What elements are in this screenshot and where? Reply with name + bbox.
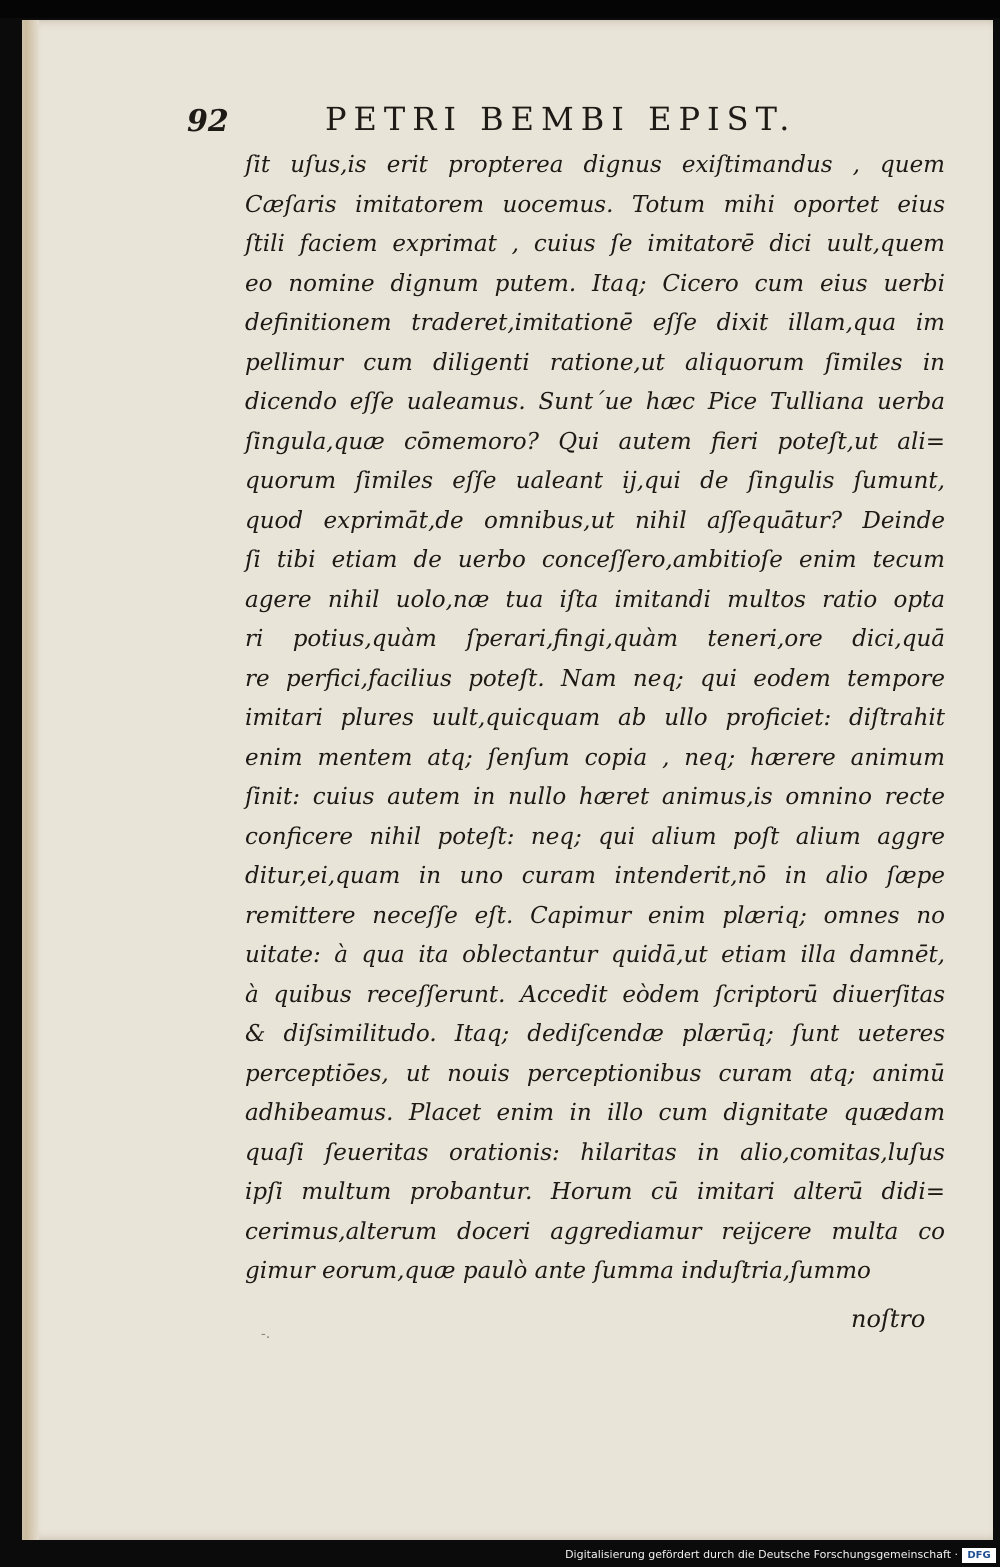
text-line: enim mentem atq; ſenſum copia , neq; hærere animum — [245, 744, 945, 771]
text-line: ri potius,quàm ſperari,fingi,quàm teneri,ore dici,quā — [245, 626, 945, 652]
text-line: dicendo eſſe ualeamus. Sunt´ue hæc Pice Tulliana uerba — [245, 389, 945, 415]
text-line: agere nihil uolo,næ tua iſta imitandi multos ratio opta — [245, 586, 945, 613]
text-line: adhibeamus. Placet enim in illo cum dignitate quædam — [245, 1100, 945, 1126]
text-line: cerimus,alterum doceri aggrediamur reijcere multa co — [245, 1218, 945, 1245]
text-line: quod exprimāt,de omnibus,ut nihil aſſequātur? Deinde — [245, 507, 945, 534]
text-line: ſi tibi etiam de uerbo conceſſero,ambitioſe enim tecum — [245, 547, 945, 573]
text-line: imitari plures uult,quicquam ab ullo proficiet: diſtrahit — [245, 705, 945, 731]
text-line: eo nomine dignum putem. Itaq; Cicero cum eius uerbi — [245, 270, 945, 297]
page-number: 92 — [187, 104, 229, 139]
text-line: ſingula,quæ cōmemoro? Qui autem fieri poteſt,ut ali= — [245, 428, 945, 455]
text-line: ditur,ei,quam in uno curam intenderit,nō in alio ſæpe — [245, 863, 945, 889]
text-line: & diſsimilitudo. Itaq; dediſcendæ plærūq; ſunt ueteres — [245, 1021, 945, 1047]
text-line: remittere neceſſe eſt. Capimur enim plæriq; omnes no — [245, 902, 945, 929]
top-black-strip — [0, 0, 1000, 18]
stray-ink-mark: -. — [261, 1326, 271, 1342]
text-line: pellimur cum diligenti ratione,ut aliquorum ſimiles in — [245, 349, 945, 376]
body-text — [245, 146, 945, 1292]
text-line: ſit uſus,is erit propterea dignus exiſtimandus , quem — [245, 152, 945, 178]
text-line: ipſi multum probantur. Horum cū imitari alterū didi= — [245, 1179, 945, 1205]
text-line: re perfici,facilius poteſt. Nam neq; qui eodem tempore — [245, 665, 945, 692]
running-head — [25, 96, 993, 146]
text-line: perceptiōes, ut nouis perceptionibus curam atq; animū — [245, 1060, 945, 1087]
running-title: PETRI BEMBI EPIST. — [325, 100, 797, 138]
text-line: Cæſaris imitatorem uocemus. Totum mihi oportet eius — [245, 191, 945, 218]
catchword: noſtro — [851, 1305, 926, 1333]
text-line: quorum ſimiles eſſe ualeant ij,qui de ſingulis ſumunt, — [245, 468, 945, 494]
funding-note: Digitalisierung gefördert durch die Deutsche Forschungsgemeinschaft · — [565, 1548, 958, 1561]
book-page — [22, 20, 993, 1540]
text-line: definitionem traderet,imitationē eſſe dixit illam,qua im — [245, 310, 945, 336]
text-line: gimur eorum,quæ paulò ante ſumma induſtria,ſummo — [245, 1258, 871, 1284]
page-gutter-shadow — [25, 20, 39, 1540]
text-line: ſtili faciem exprimat , cuius ſe imitatorē dici uult,quem — [245, 231, 945, 257]
text-line: conficere nihil poteſt: neq; qui alium poſt alium aggre — [245, 823, 945, 850]
footer-bar — [0, 1545, 1000, 1567]
text-line: ſinit: cuius autem in nullo hæret animus,is omnino recte — [245, 784, 945, 810]
dfg-logo-icon: DFG — [962, 1548, 996, 1563]
text-line: à quibus receſſerunt. Accedit eòdem ſcriptorū diuerſitas — [245, 981, 945, 1008]
text-line: quaſi ſeueritas orationis: hilaritas in alio,comitas,luſus — [245, 1139, 945, 1166]
text-line: uitate: à qua ita oblectantur quidā,ut etiam illa damnēt, — [245, 942, 945, 968]
